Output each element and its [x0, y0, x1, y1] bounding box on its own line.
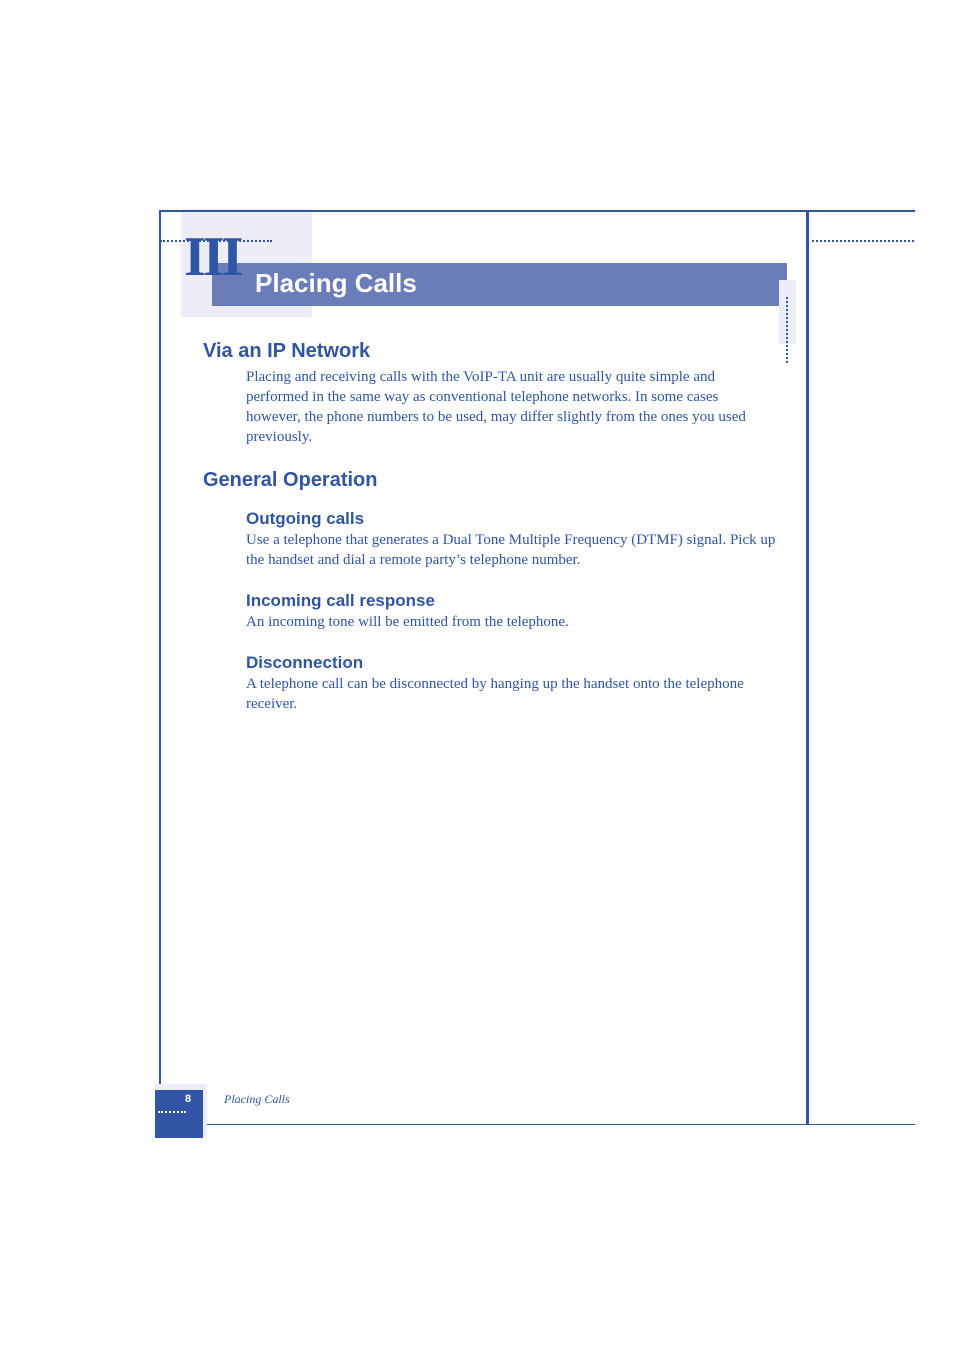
chapter-number: III [184, 226, 241, 288]
page-number-box [155, 1090, 203, 1138]
section-heading-ip-network: Via an IP Network [203, 340, 371, 362]
right-rule [806, 210, 809, 1125]
subsection-text-outgoing: Use a telephone that generates a Dual Tone Multiple Frequency (DTMF) signal. Pick up the handset and dial a remote party’s telephone number. [246, 532, 776, 568]
subsection-text-disconnection: A telephone call can be disconnected by hanging up the handset onto the telephone receiver. [246, 676, 744, 712]
running-title: Placing Calls [224, 1092, 290, 1106]
side-tab-dots [786, 297, 788, 363]
subsection-heading-outgoing: Outgoing calls [246, 509, 365, 528]
section-text-ip-network: Placing and receiving calls with the VoIP-TA unit are usually quite simple and performed in the same way as conventional telephone networks. In some cases however, the phone numbers to be used, may differ slightly from the ones you used previously. [246, 369, 746, 445]
page-number: 8 [185, 1093, 192, 1105]
left-rule [159, 210, 161, 1125]
subsection-heading-disconnection: Disconnection [246, 653, 364, 672]
subsection-text-incoming: An incoming tone will be emitted from the telephone. [246, 614, 569, 630]
bottom-rule [159, 1124, 915, 1125]
section-heading-general-operation: General Operation [203, 469, 378, 491]
chapter-title: Placing Calls [255, 268, 417, 298]
top-rule [159, 210, 915, 212]
dotted-rule-right [812, 240, 914, 242]
page-number-dots [158, 1111, 186, 1113]
subsection-heading-incoming: Incoming call response [246, 591, 435, 610]
